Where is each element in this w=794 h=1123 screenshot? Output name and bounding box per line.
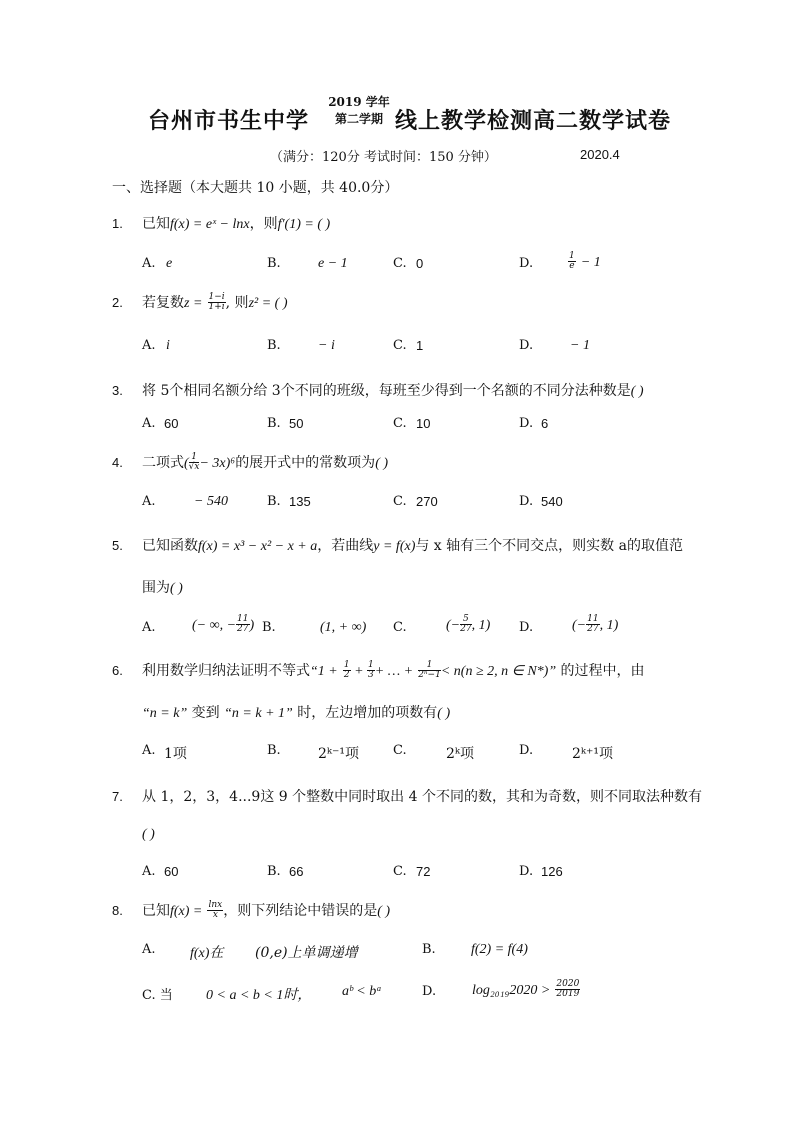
option-c-value: 0 < a < b < 1时，: [206, 988, 312, 1003]
option-c-label: C.: [393, 338, 407, 353]
fraction: $\frac{1}{2}$: [343, 660, 350, 680]
option-c-label: C.: [393, 256, 407, 271]
option-b-value: − i: [318, 338, 335, 353]
option-d-label: D.: [519, 864, 534, 879]
question-3: [112, 380, 644, 400]
option-a-label: A.: [142, 494, 156, 509]
option-a-value: f(x)在: [190, 946, 224, 961]
title-year: 2019 学年: [328, 95, 390, 109]
option-d-label: D.: [519, 620, 534, 635]
option-c-value: 72: [416, 864, 431, 879]
option-d-value: − 1: [570, 338, 590, 353]
option-b-label: B.: [267, 416, 281, 431]
question-5-line2: 围为( ): [142, 580, 183, 596]
options-q8-row1: [142, 942, 642, 962]
option-c-label: C.: [393, 864, 407, 879]
option-a-label: A.: [142, 338, 156, 353]
option-c-value-cont: aᵇ < bᵃ: [342, 984, 382, 999]
question-number: 3.: [112, 383, 123, 398]
option-a-value: e: [166, 256, 173, 271]
option-c-value: 10: [416, 416, 431, 431]
question-6-line2: “n = k” 变到 “n = k + 1” 时，左边增加的项数有( ): [142, 705, 451, 721]
option-c-value: 1: [416, 338, 424, 353]
answer-paren: ( ): [377, 904, 391, 919]
option-d-label: D.: [519, 256, 534, 271]
question-2: 2. 若复数z = $\frac{1-i}{1+i}$ , 则z² = ( ): [112, 292, 288, 312]
question-number: 4.: [112, 455, 123, 470]
title-left: 台州市书生中学: [148, 108, 310, 134]
option-a-value: − 540: [194, 494, 228, 509]
answer-paren: ( ): [170, 581, 183, 596]
option-b-label: B.: [267, 338, 281, 353]
q-text: 从 1，2，3，4...9这 9 个整数中同时取出 4 个不同的数，其和为奇数，则不同取法种数有: [142, 789, 702, 805]
question-number: 1.: [112, 216, 123, 231]
question-8: 8. 已知f(x) = $\frac{\ln x}{x}$ ，则下列结论中错误的是( ): [112, 900, 391, 920]
fraction: $\frac{1-i}{1+i}$: [208, 292, 225, 312]
option-c-label: C.: [393, 494, 407, 509]
exam-meta: （满分：120分 考试时间：150 分钟）: [270, 150, 497, 165]
option-d-label: D.: [519, 338, 534, 353]
option-b-value: e − 1: [318, 256, 348, 271]
plus-sign: +: [350, 664, 368, 679]
option-b-label: B.: [262, 620, 276, 635]
option-a-label: A.: [142, 416, 156, 431]
option-d-label: D.: [519, 494, 534, 509]
options-q4: [142, 494, 642, 514]
option-c-label: C.: [393, 743, 407, 758]
option-a-value-cont: (0,e)上单调递增: [255, 945, 358, 961]
option-a-value: 1项: [164, 746, 187, 762]
exam-date: 2020.4: [580, 147, 620, 162]
option-b-value: (1, + ∞): [320, 620, 367, 635]
option-b-label: B.: [422, 942, 436, 957]
option-d-value: 540: [541, 494, 563, 509]
q-text: ，则: [249, 216, 278, 232]
fraction: $\frac{1}{√x}$: [188, 452, 200, 472]
title-term: 第二学期: [334, 112, 383, 126]
option-c-label: C. 当: [142, 988, 173, 1003]
option-c-label: C.: [393, 620, 407, 635]
option-a-label: A.: [142, 620, 156, 635]
answer-paren: ( ): [375, 456, 389, 471]
option-c-value: 2ᵏ项: [446, 746, 475, 762]
option-d-value: 6: [541, 416, 549, 431]
question-number: 2.: [112, 295, 123, 310]
option-d-value: $\frac{1}{e}$ − 1: [569, 251, 601, 271]
question-5: 5. 已知函数f(x) = x³ − x² − x + a，若曲线y = f(x)与 x 轴有三个不同交点，则实数 a的取值范: [112, 538, 683, 554]
answer-paren: ( ): [142, 827, 155, 842]
option-a-value: (− ∞, − $\frac{11}{27}$ ): [192, 614, 255, 634]
question-4: 4. 二项式( $\frac{1}{√x}$ − 3x)⁶的展开式中的常数项为( ): [112, 452, 389, 472]
question-number: 6.: [112, 663, 123, 678]
option-c-value: 0: [416, 256, 424, 271]
option-d-value: 126: [541, 864, 563, 879]
fraction: $\frac{1}{\text{2ⁿ−1}}$: [418, 660, 441, 680]
question-number: 8.: [112, 903, 123, 918]
q-expr: f′(1) = ( ): [277, 217, 331, 232]
q-text: 已知: [142, 216, 170, 232]
option-d-value: 2ᵏ⁺¹项: [572, 746, 614, 762]
option-a-label: A.: [142, 864, 156, 879]
option-b-label: B.: [267, 494, 281, 509]
option-d-value: log₂₀₁₉2020 > $\frac{2020}{2019}$: [472, 979, 580, 999]
option-c-value: (− $\frac{5}{27}$ , 1): [446, 614, 491, 634]
option-d-label: D.: [422, 984, 437, 999]
option-b-label: B.: [267, 864, 281, 879]
option-c-label: C.: [393, 416, 407, 431]
options-q3: [142, 416, 642, 436]
options-q2: [142, 338, 642, 358]
q-text: 将 5个相同名额分给 3个不同的班级，每班至少得到一个名额的不同分法种数是: [142, 383, 631, 399]
option-a-value: 60: [164, 416, 179, 431]
option-b-value: 135: [289, 494, 311, 509]
option-c-value: 270: [416, 494, 438, 509]
question-number: 5.: [112, 538, 123, 553]
q-expr: f(x) = eˣ − lnx: [170, 217, 250, 232]
option-d-label: D.: [519, 416, 534, 431]
option-a-value: 60: [164, 864, 179, 879]
title-right: 线上教学检测高二数学试卷: [395, 108, 672, 134]
answer-paren: ( ): [630, 384, 644, 399]
options-q6: [142, 743, 642, 763]
option-d-value: (− $\frac{11}{27}$ , 1): [572, 614, 619, 634]
option-b-value: 50: [289, 416, 304, 431]
fraction: $\frac{1}{3}$: [368, 660, 374, 680]
option-b-label: B.: [267, 743, 281, 758]
options-q5: [142, 614, 642, 642]
option-b-value: f(2) = f(4): [471, 942, 528, 957]
question-number: 7.: [112, 789, 123, 804]
option-b-label: B.: [267, 256, 281, 271]
option-a-value: i: [166, 338, 170, 353]
option-a-label: A.: [142, 256, 156, 271]
options-q7: [142, 864, 642, 884]
question-7: [112, 786, 702, 806]
options-q8-row2: [142, 979, 642, 1008]
question-1: [112, 213, 330, 233]
option-b-value: 66: [289, 864, 304, 879]
fraction: $\frac{\ln x}{x}$: [208, 900, 223, 920]
answer-paren: ( ): [437, 706, 451, 721]
option-d-label: D.: [519, 743, 534, 758]
section-heading: 一、选择题（本大题共 10 小题，共 40.0分）: [112, 180, 399, 196]
option-a-label: A.: [142, 942, 156, 957]
options-q1: [142, 251, 642, 276]
question-6: 6. 利用数学归纳法证明不等式“1 + $\frac{1}{2}$ + $\frac{1}{3}$ + … + $\frac{1}{\text{2ⁿ−1}}$ < n(n ≥ 2, n ∈ N*)” 的过程中，由: [112, 660, 645, 680]
option-a-label: A.: [142, 743, 156, 758]
option-b-value: 2ᵏ⁻¹项: [318, 746, 360, 762]
